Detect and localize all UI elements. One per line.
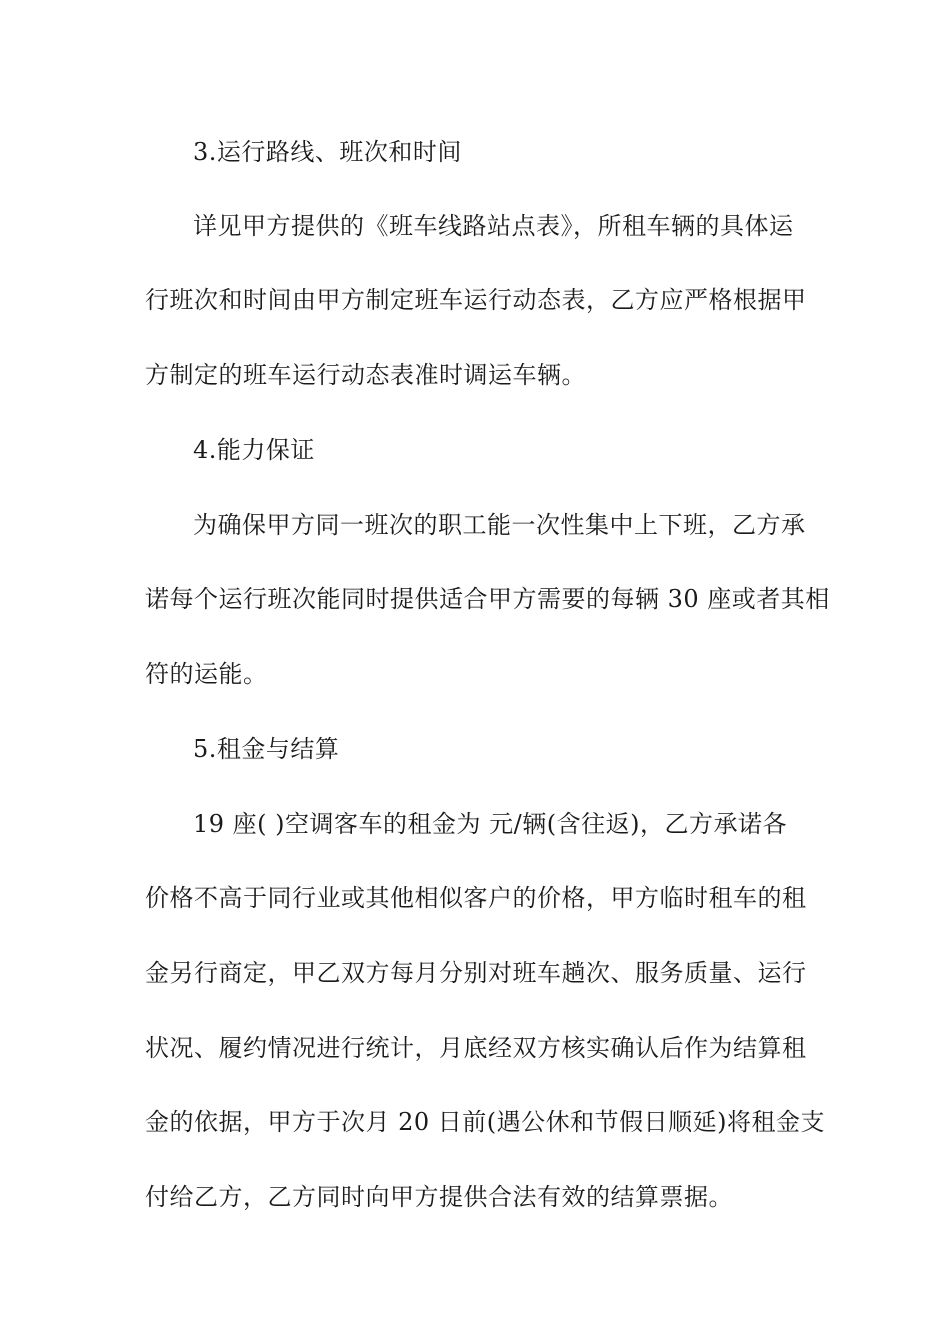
paragraph-line: 付给乙方，乙方同时向甲方提供合法有效的结算票据。 (145, 1183, 733, 1211)
paragraph-line: 详见甲方提供的《班车线路站点表》，所租车辆的具体运 (193, 212, 794, 240)
paragraph-line: 行班次和时间由甲方制定班车运行动态表，乙方应严格根据甲 (145, 286, 807, 314)
paragraph-line: 诺每个运行班次能同时提供适合甲方需要的每辆 30 座或者其相 (145, 585, 830, 613)
paragraph-line: 19 座( )空调客车的租金为 元/辆(含往返)，乙方承诺各 (193, 810, 787, 838)
paragraph-line: 方制定的班车运行动态表准时调运车辆。 (145, 361, 586, 389)
section-heading-route: 3.运行路线、班次和时间 (193, 138, 462, 166)
paragraph-line: 状况、履约情况进行统计，月底经双方核实确认后作为结算租 (145, 1034, 807, 1062)
paragraph-line: 为确保甲方同一班次的职工能一次性集中上下班，乙方承 (193, 511, 806, 539)
section-heading-rent: 5.租金与结算 (193, 735, 340, 763)
paragraph-line: 金另行商定，甲乙双方每月分别对班车趟次、服务质量、运行 (145, 959, 807, 987)
section-heading-capacity: 4.能力保证 (193, 436, 315, 464)
paragraph-line: 符的运能。 (145, 660, 268, 688)
paragraph-line: 价格不高于同行业或其他相似客户的价格，甲方临时租车的租 (145, 884, 807, 912)
paragraph-line: 金的依据，甲方于次月 20 日前(遇公休和节假日顺延)将租金支 (145, 1108, 826, 1136)
